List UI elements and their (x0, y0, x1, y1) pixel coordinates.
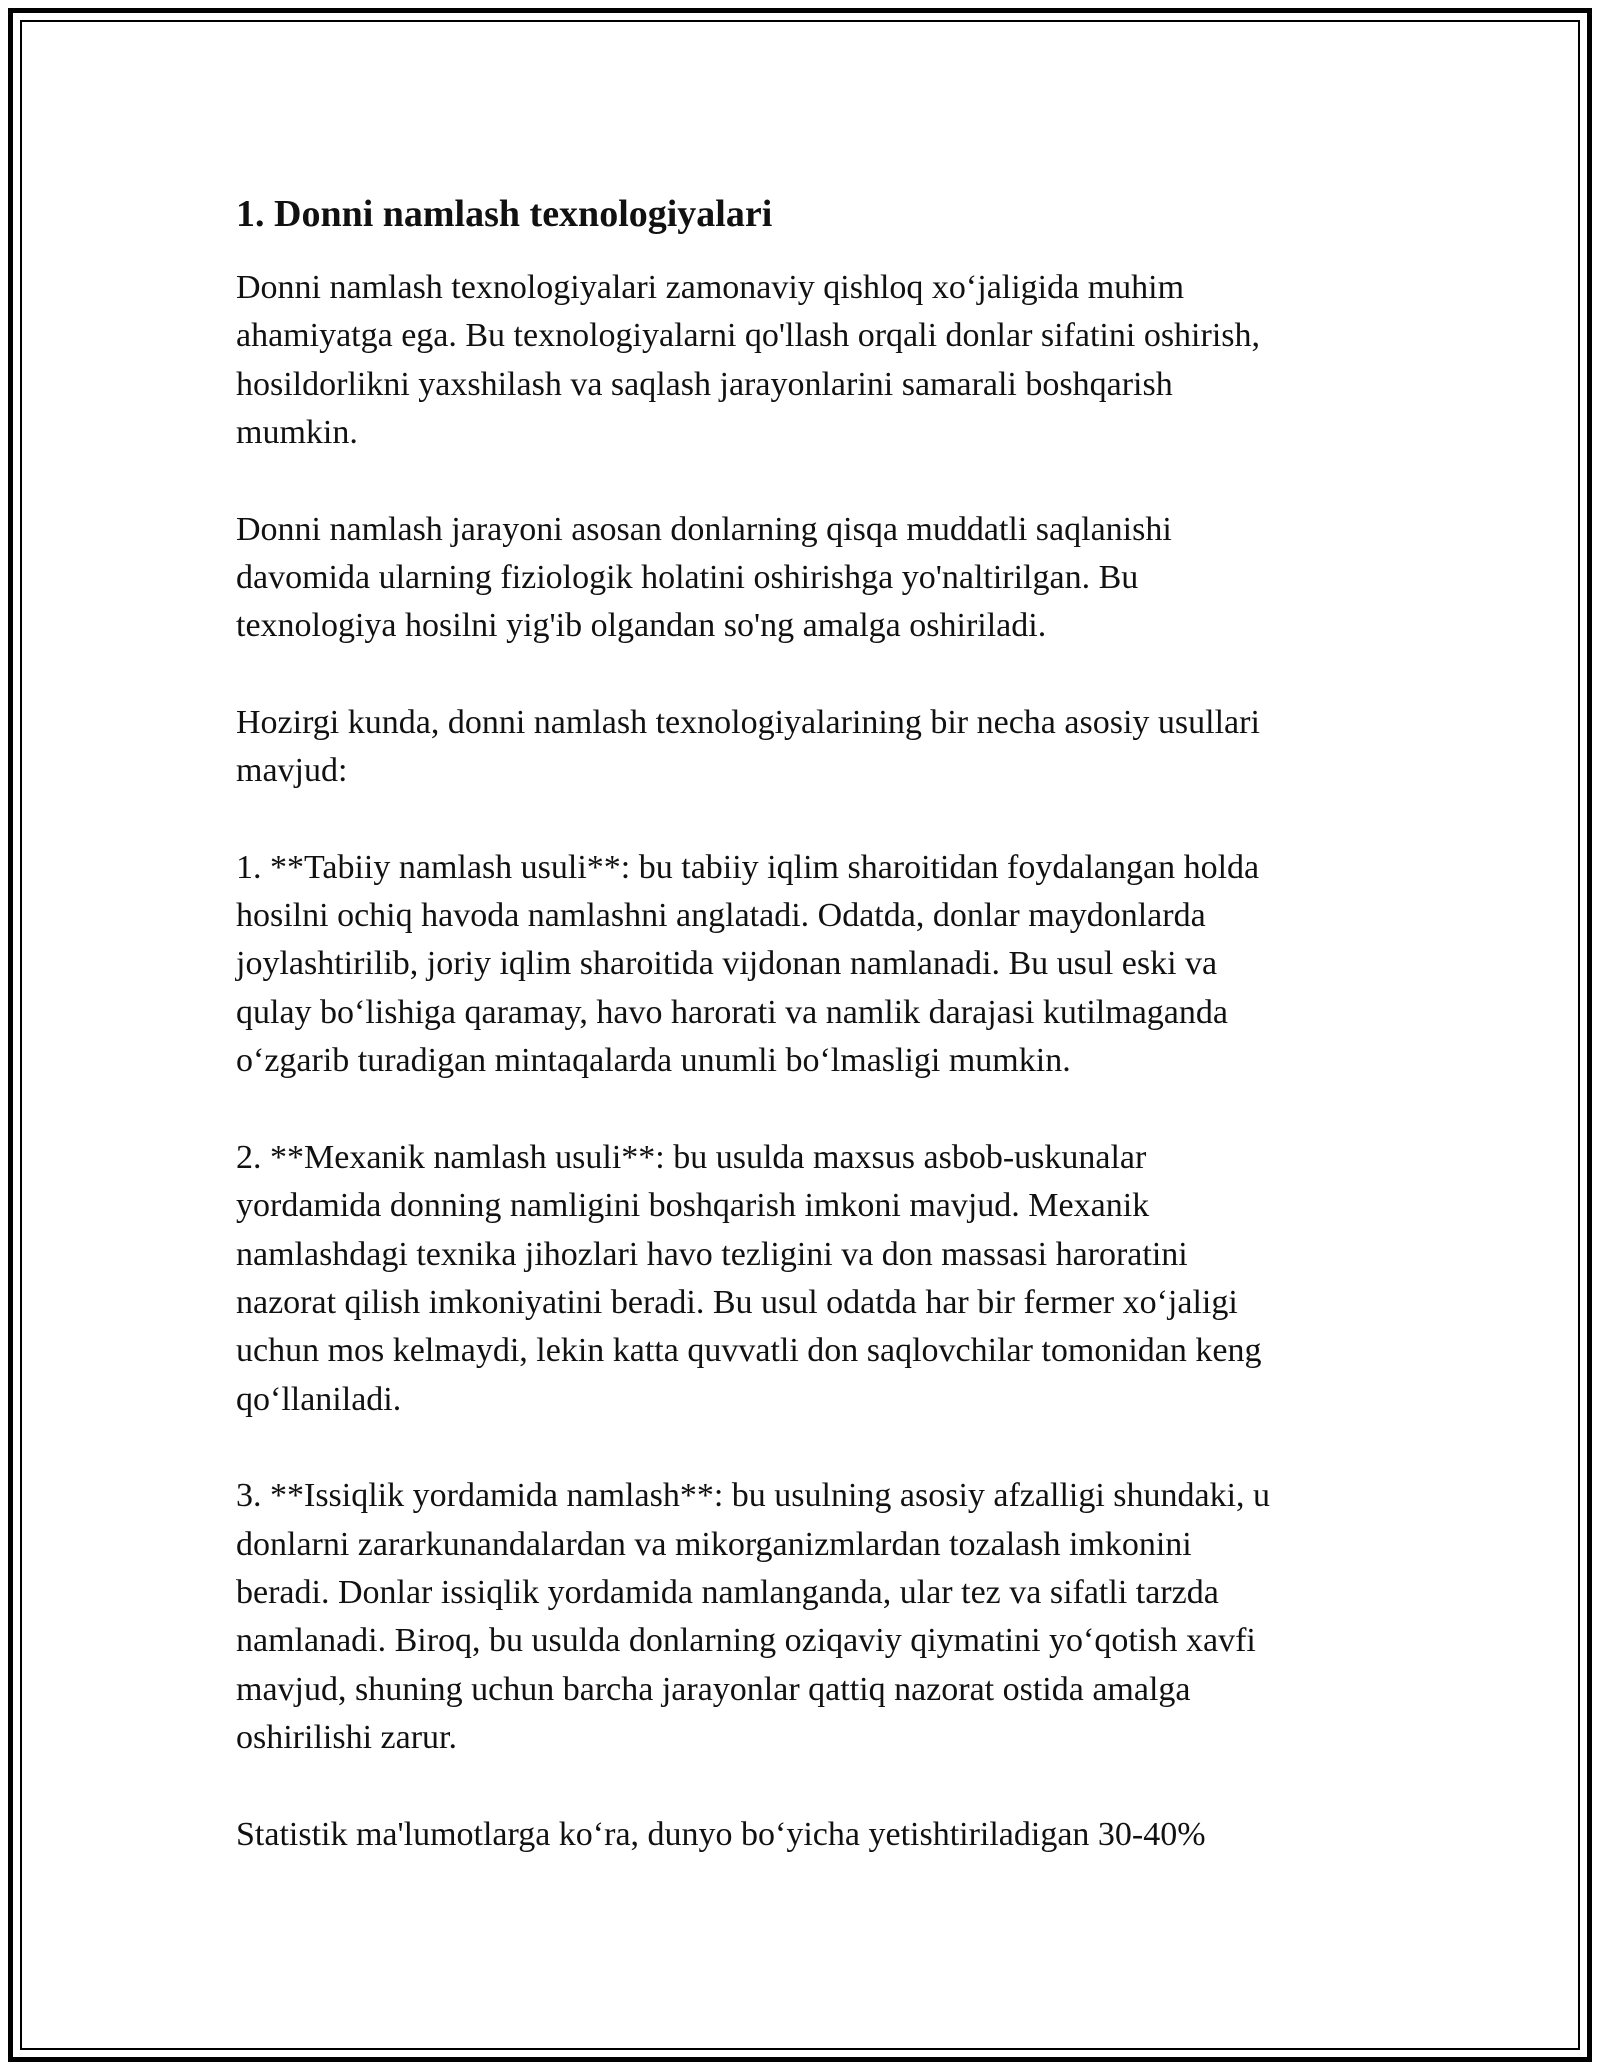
paragraph-method-thermal: 3. **Issiqlik yordamida namlash**: bu usulning asosiy afzalligi shundaki, u donlarni zararkunandalardan va mikorganizmlardan tozalash imkonini beradi. Donlar issiqlik yordamida namlanganda, ular tez va sifatli tarzda namlanadi. Biroq, bu usulda donlarning oziqaviy qiymatini yo‘qotish xavfi mavjud, shuning uchun barcha jarayonlar qattiq nazorat ostida amalga oshirilishi zarur. (236, 1477, 1271, 1757)
paragraph-statistics: Statistik ma'lumotlarga ko‘ra, dunyo bo‘yicha yetishtiriladigan 30-40% (236, 1815, 1206, 1853)
document-body (236, 186, 1406, 1859)
paragraph-intro: Donni namlash texnologiyalari zamonaviy qishloq xo‘jaligida muhim ahamiyatga ega. Bu texnologiyalarni qo'llash orqali donlar sifatini oshirish, hosildorlikni yaxshilash va saqlash jarayonlarini samarali boshqarish mumkin. (236, 269, 1261, 452)
section-heading: 1. Donni namlash texnologiyalari (236, 193, 773, 235)
paragraph-method-mechanical: 2. **Mexanik namlash usuli**: bu usulda maxsus asbob-uskunalar yordamida donning namligini boshqarish imkoni mavjud. Mexanik namlashdagi texnika jihozlari havo tezligini va don massasi haroratini nazorat qilish imkoniyatini beradi. Bu usul odatda har bir fermer xo‘jaligi uchun mos kelmaydi, lekin katta quvvatli don saqlovchilar tomonidan keng qo‘llaniladi. (236, 1138, 1262, 1418)
paragraph-process: Donni namlash jarayoni asosan donlarning qisqa muddatli saqlanishi davomida ularning fiziologik holatini oshirishga yo'naltirilgan. Bu texnologiya hosilni yig'ib olgandan so'ng amalga oshiriladi. (236, 510, 1172, 645)
paragraph-method-natural: 1. **Tabiiy namlash usuli**: bu tabiiy iqlim sharoitidan foydalangan holda hosilni ochiq havoda namlashni anglatadi. Odatda, donlar maydonlarda joylashtirilib, joriy iqlim sharoitida vijdonan namlanadi. Bu usul eski va qulay bo‘lishiga qaramay, havo harorati va namlik darajasi kutilmaganda o‘zgarib turadigan mintaqalarda unumli bo‘lmasligi mumkin. (236, 848, 1260, 1080)
paragraph-methods-intro: Hozirgi kunda, donni namlash texnologiyalarining bir necha asosiy usullari mavjud: (236, 703, 1260, 790)
